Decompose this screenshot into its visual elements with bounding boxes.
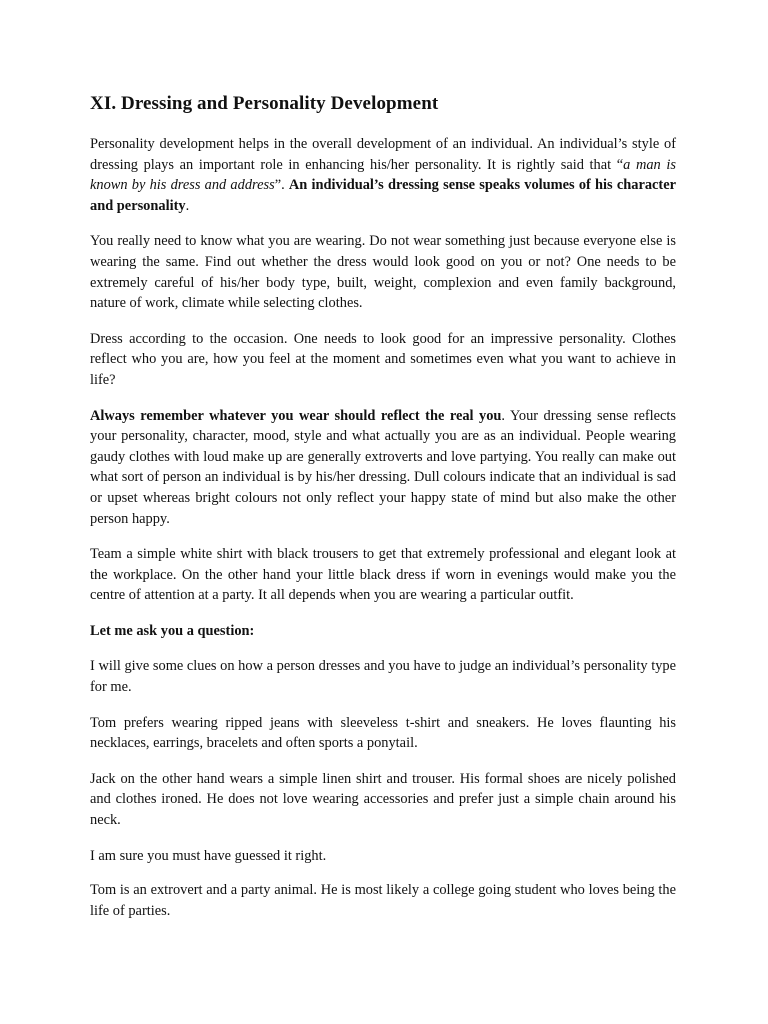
paragraph-tom: Tom prefers wearing ripped jeans with sleeveless t-shirt and sneakers. He loves flaunting his necklaces, earrings, bracelets and often sports a ponytail. (90, 714, 676, 752)
section-heading: XI. Dressing and Personality Development (90, 93, 439, 114)
paragraph-clues: I will give some clues on how a person dresses and you have to judge an individual’s personality type for me. (90, 658, 676, 696)
intro-quote: a man is known by his dress and address (90, 156, 676, 194)
intro-end: . (185, 197, 190, 214)
paragraph-intro (90, 134, 676, 216)
paragraph-dress-occasion: Dress according to the occasion. One needs to look good for an impressive personality. Clothes reflect who you are, how you feel at the moment and sometimes even what you want to achieve in life? (90, 330, 676, 388)
paragraph-reflect-real-you (90, 406, 676, 530)
paragraph-know-what-you-wear: You really need to know what you are wearing. Do not wear something just because everyone else is wearing the same. Find out whether the dress would look good on you or not? One needs to be extremely careful of his/her body type, built, weight, complexion and even family background, nature of work, climate while selecting clothes. (90, 233, 676, 312)
question-label: Let me ask you a question: (90, 622, 255, 639)
paragraph-jack: Jack on the other hand wears a simple linen shirt and trouser. His formal shoes are nicely polished and clothes ironed. He does not love wearing accessories and prefer just a simple chain around his neck. (90, 770, 676, 829)
reflect-bold-statement: Always remember whatever you wear should reflect the real you (90, 407, 502, 424)
paragraph-white-shirt: Team a simple white shirt with black trousers to get that extremely professional and elegant look at the workplace. On the other hand your little black dress if worn in evenings would make you the centre of attention at a party. It all depends when you are wearing a particular outfit. (90, 546, 676, 604)
paragraph-question (90, 621, 676, 642)
paragraph-tom-extrovert: Tom is an extrovert and a party animal. He is most likely a college going student who loves being the life of parties. (90, 882, 676, 919)
intro-text: Personality development helps in the overall development of an individual. An individual’s style of dressing plays an important role in enhancing his/her personality. It is rightly said that “ (90, 136, 676, 173)
intro-bold-statement: An individual’s dressing sense speaks volumes of his character and personality (90, 177, 676, 214)
intro-quote-close: ”. (274, 177, 289, 194)
paragraph-guessed: I am sure you must have guessed it right. (90, 847, 327, 864)
reflect-text: . Your dressing sense reflects your personality, character, mood, style and what actually you are as an individual. People wearing gaudy clothes with loud make up are generally extroverts and love partying. You really can make out what sort of person an individual is by his/her dressing. Dull colours indicate that an individual is sad or upset whereas bright colours not only reflect your happy state of mind but also make the other person happy. (90, 407, 676, 527)
